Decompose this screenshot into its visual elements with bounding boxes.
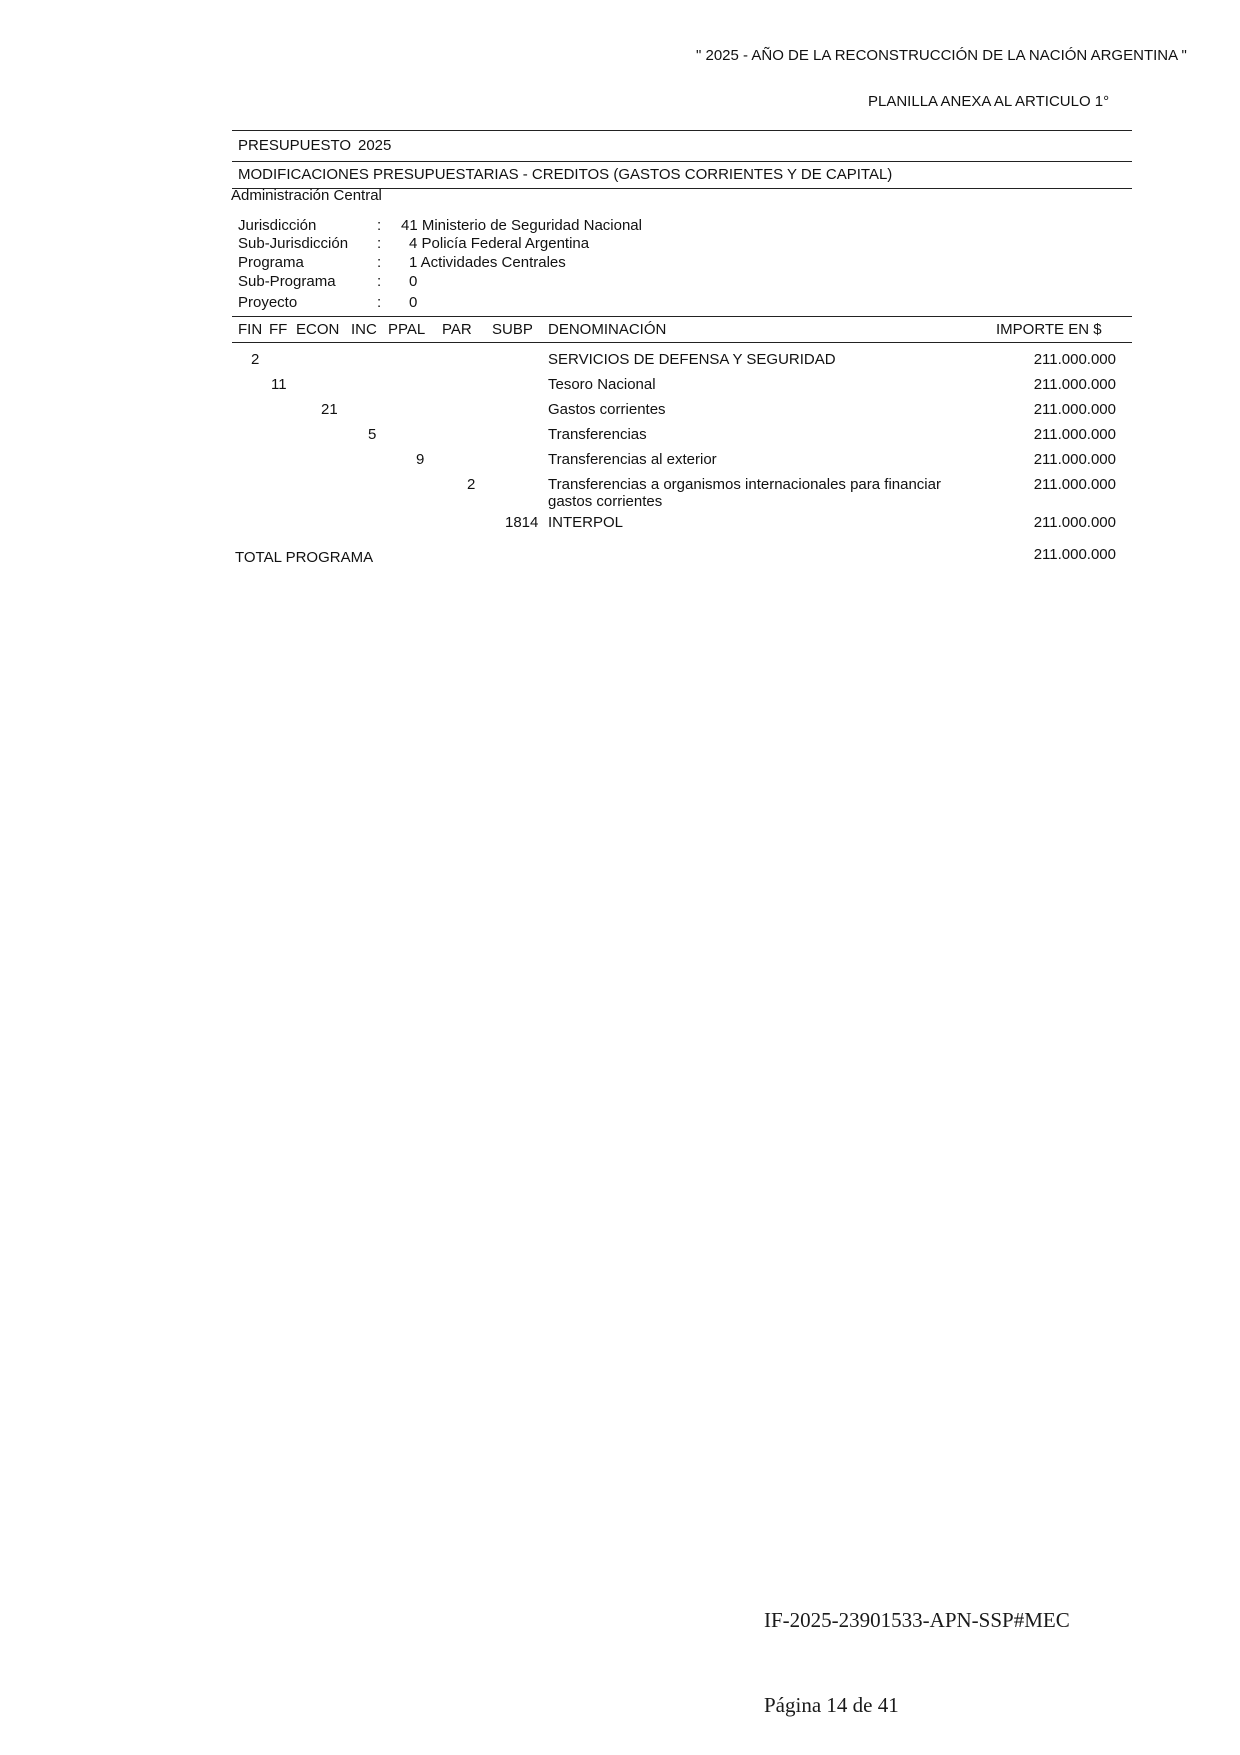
info-separator: :: [377, 254, 382, 271]
budget-label: PRESUPUESTO: [238, 137, 352, 154]
column-header-ppal: PPAL: [388, 321, 426, 338]
column-header-fin: FIN: [238, 321, 263, 338]
row-code-ppal: 9: [416, 451, 425, 468]
divider: [232, 161, 1132, 162]
row-denominacion: INTERPOL: [548, 514, 624, 531]
column-header-ff: FF: [269, 321, 288, 338]
budget-year: 2025: [358, 137, 392, 154]
row-code-subp: 1814: [505, 514, 539, 531]
divider: [232, 130, 1132, 131]
row-denominacion: Transferencias a organismos internacionales para financiar: [548, 476, 941, 493]
info-label: Sub-Jurisdicción: [238, 235, 349, 252]
info-label: Sub-Programa: [238, 273, 336, 290]
total-importe: 211.000.000: [1033, 546, 1116, 563]
administration-label: Administración Central: [231, 187, 382, 204]
row-denominacion: SERVICIOS DE DEFENSA Y SEGURIDAD: [548, 351, 836, 368]
row-importe: 211.000.000: [1033, 476, 1116, 493]
total-label: TOTAL PROGRAMA: [235, 549, 374, 566]
column-header-econ: ECON: [296, 321, 340, 338]
row-denominacion-continued: gastos corrientes: [548, 493, 663, 510]
column-header-denominacion: DENOMINACIÓN: [548, 321, 667, 338]
row-code-fin: 2: [251, 351, 260, 368]
column-header-subp: SUBP: [492, 321, 533, 338]
info-value: 4 Policía Federal Argentina: [409, 235, 590, 252]
column-header-inc: INC: [351, 321, 377, 338]
divider: [232, 316, 1132, 317]
column-header-par: PAR: [442, 321, 472, 338]
info-label: Jurisdicción: [238, 217, 317, 234]
info-value: 41 Ministerio de Seguridad Nacional: [401, 217, 642, 234]
row-code-econ: 21: [321, 401, 338, 418]
row-denominacion: Gastos corrientes: [548, 401, 666, 418]
row-importe: 211.000.000: [1033, 426, 1116, 443]
row-importe: 211.000.000: [1033, 376, 1116, 393]
row-denominacion: Transferencias: [548, 426, 647, 443]
info-value: 1 Actividades Centrales: [409, 254, 566, 271]
divider: [232, 342, 1132, 343]
column-header-importe: IMPORTE EN $: [996, 321, 1102, 338]
row-code-par: 2: [467, 476, 476, 493]
row-code-inc: 5: [368, 426, 377, 443]
page-number: Página 14 de 41: [764, 1693, 899, 1717]
document-id: IF-2025-23901533-APN-SSP#MEC: [764, 1608, 1070, 1632]
motto-header: " 2025 - AÑO DE LA RECONSTRUCCIÓN DE LA NACIÓN ARGENTINA ": [696, 47, 1187, 64]
row-code-ff: 11: [271, 376, 287, 393]
info-separator: :: [377, 273, 382, 290]
info-separator: :: [377, 235, 382, 252]
row-importe: 211.000.000: [1033, 401, 1116, 418]
info-label: Programa: [238, 254, 304, 271]
info-value: 0: [409, 294, 418, 311]
row-denominacion: Transferencias al exterior: [548, 451, 717, 468]
budget-subtitle: MODIFICACIONES PRESUPUESTARIAS - CREDITOS (GASTOS CORRIENTES Y DE CAPITAL): [238, 166, 893, 183]
info-separator: :: [377, 217, 382, 234]
row-importe: 211.000.000: [1033, 351, 1116, 368]
row-importe: 211.000.000: [1033, 514, 1116, 531]
info-value: 0: [409, 273, 418, 290]
row-importe: 211.000.000: [1033, 451, 1116, 468]
info-separator: :: [377, 294, 382, 311]
row-denominacion: Tesoro Nacional: [548, 376, 656, 393]
info-label: Proyecto: [238, 294, 298, 311]
annex-title: PLANILLA ANEXA AL ARTICULO 1°: [868, 93, 1110, 110]
